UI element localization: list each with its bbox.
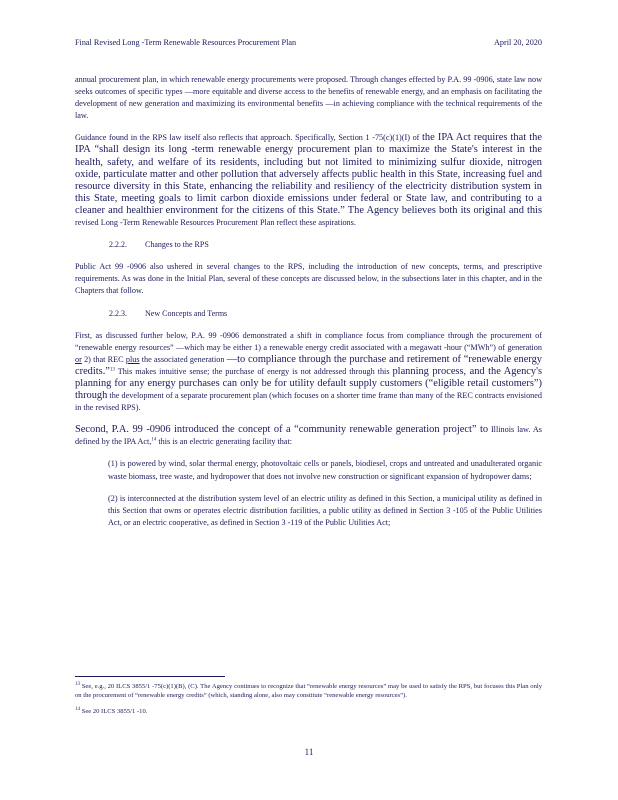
underlined-or: or xyxy=(75,354,82,364)
footnote-mark: 14 xyxy=(75,706,80,712)
footnote-ref-14[interactable]: 14 xyxy=(151,437,157,443)
page-body xyxy=(75,74,542,539)
paragraph-text-credits: —to compliance through the purchase and retirement of “renewable energy credits.” xyxy=(75,353,542,377)
paragraph-text: First, as discussed further below, P.A. 99 -0906 demonstrated a shift in compliance focus from compliance through the procurement of “renewable energy resources” —which may be either 1) a renewable energy credit associated with a megawatt -hour (“MWh”) of generation xyxy=(75,330,542,352)
footnote-divider xyxy=(75,676,225,677)
paragraph-second xyxy=(75,424,542,448)
list-item-text: (2) is interconnected at the distribution system level of an electric utility as defined in this Section, a municipal utility as defined in this Section that owns or operates electric distribution facilities, a public utility as defined in Section 3 -105 of the Public Utilities Act, or an electric cooperative, as defined in Section 3 -119 of the Public Utilities Act; xyxy=(108,493,542,527)
section-title: New Concepts and Terms xyxy=(145,308,228,318)
paragraph-text-healthier: healthier environment for the citizens of this State.” The Agency believes both its original and this xyxy=(126,204,542,216)
section-number: 2.2.3. xyxy=(109,308,127,318)
list-item xyxy=(108,493,542,529)
footnote-text: See 20 ILCS 3855/1 -10. xyxy=(80,707,148,715)
paragraph-text: the development of a separate procurement plan (which focuses on a shorter time frame than many of the REC contracts envisioned in the revised RPS). xyxy=(75,391,542,413)
section-number: 2.2.2. xyxy=(109,240,127,250)
footnote-ref-13[interactable]: 13 xyxy=(109,367,115,373)
footnotes xyxy=(75,683,542,723)
section-heading-2-2-3 xyxy=(75,308,542,320)
paragraph-text-second: Second, P.A. 99 -0906 introduced the concept of a “community renewable generation project” to xyxy=(75,424,489,436)
paragraph-text: this is an electric generating facility that: xyxy=(156,437,293,447)
list-item-text: (1) is powered by wind, solar thermal energy, photovoltaic cells or panels, biodiesel, crops and untreated and unadulterated organic waste biomass, tree waste, and hydropower that does not involve new construction or significant expansion of hydropower dams; xyxy=(108,459,542,481)
header-title: Final Revised Long -Term Renewable Resources Procurement Plan xyxy=(75,38,297,47)
footnote-13 xyxy=(75,683,542,701)
paragraph-text: Illinois law. As defined by the IPA Act, xyxy=(75,425,542,447)
footnote-mark: 13 xyxy=(75,681,80,687)
header-date: April 20, 2020 xyxy=(494,38,542,47)
paragraph-text: This makes intuitive sense; the purchase of energy is not addressed through this xyxy=(114,366,393,376)
footnote-14 xyxy=(75,708,542,717)
underlined-plus: plus xyxy=(125,354,140,364)
paragraph-text-revised: revised Long -Term Renewable Resources Procurement Plan reflect these aspirations. xyxy=(75,218,356,228)
paragraph-text: the associated generation xyxy=(139,354,227,364)
section-heading-2-2-2 xyxy=(75,239,542,251)
paragraph-text: Guidance found in the RPS law itself also reflects that approach. Specifically, Section 1 -75(c)(1)(I) of xyxy=(75,133,423,143)
page-header xyxy=(75,38,542,50)
list-item xyxy=(108,458,542,482)
paragraph-text-planning: planning process, and the Agency's planning for any energy purchases can only be for utility default supply customers (“eligible retail customers”) through xyxy=(75,365,542,402)
paragraph-annual-procurement xyxy=(75,74,542,122)
paragraph-text: 2) that REC xyxy=(81,354,126,364)
section-title: Changes to the RPS xyxy=(145,240,209,250)
definition-list xyxy=(108,458,542,528)
paragraph-guidance xyxy=(75,132,542,229)
paragraph-changes xyxy=(75,261,542,297)
paragraph-text: Public Act 99 -0906 also ushered in several changes to the RPS, including the introduction of new concepts, terms, and prescriptive requirements. As was done in the Initial Plan, several of these concepts are discussed below, in the subsections later in this chapter, and in the Chapters that follow. xyxy=(75,262,542,296)
paragraph-first xyxy=(75,330,542,415)
footnote-text: See, e.g., 20 ILCS 3855/1 -75(c)(1)(B), (C). The Agency continues to recognize that “renewable energy resources” may be used to satisfy the RPS, but focuses this Plan only on the procurement of “renewable energy credits” (which, standing alone, also may constitute “renewable energy resources”). xyxy=(75,683,542,699)
paragraph-text-quote: the IPA Act requires that the IPA “shall design its long -term renewable energy procurement plan to maximize the State's interest in the health, safety, and welfare of its residents, including but not limited to minimizing sulfur dioxide, nitrogen oxide, particulate matter and other pollution that adversely affects public health in this State, increasing fuel and resource diversity in this State, enhancing the reliability and resiliency of the electricity distribution system in this State, meeting goals to limit carbon dioxide emissions under federal or State law, and contributing to a cleaner and xyxy=(75,132,542,216)
paragraph-text: annual procurement plan, in which renewable energy procurements were proposed. Through changes effected by P.A. 99 -0906, state law now seeks outcomes of specific types —more equitable and diverse access to the benefits of renewable energy, and an emphasis on facilitating the development of new generation and maximizing its environmental benefits —in achieving compliance with the technical requirements of the law. xyxy=(75,75,542,121)
page-number: 11 xyxy=(304,747,314,757)
